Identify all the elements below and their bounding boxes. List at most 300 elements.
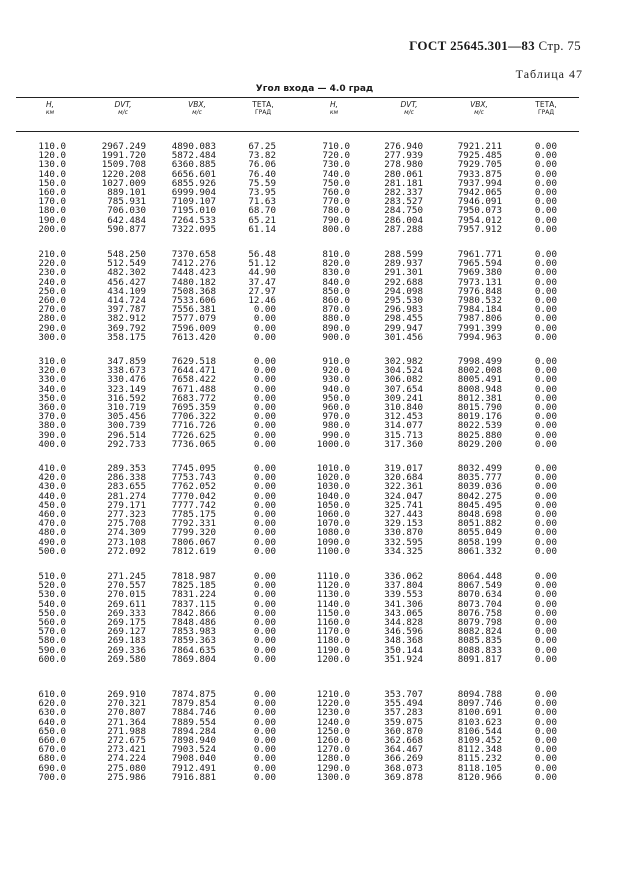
table-cell: 7957.912 xyxy=(457,223,502,235)
right-teta-column-group xyxy=(487,357,557,449)
table-cell: 357.283 xyxy=(384,707,423,719)
table-cell: 720.0 xyxy=(322,150,350,162)
table-cell: 323.149 xyxy=(107,383,146,395)
table-cell: 380.0 xyxy=(38,420,66,432)
right-dvt-column-group xyxy=(353,250,423,342)
table-cell: 530.0 xyxy=(38,589,66,601)
table-cell: 0.00 xyxy=(534,187,557,199)
table-cell: 8022.539 xyxy=(457,420,502,432)
table-cell: 0.00 xyxy=(253,438,276,450)
table-cell: 456.427 xyxy=(107,276,146,288)
table-cell: 440.0 xyxy=(38,490,66,502)
table-cell: 0.00 xyxy=(253,744,276,756)
table-cell: 642.484 xyxy=(107,214,146,226)
table-cell: 302.982 xyxy=(384,356,423,367)
table-cell: 0.00 xyxy=(253,490,276,502)
table-cell: 0.00 xyxy=(534,689,557,700)
table-cell: 8005.491 xyxy=(457,374,502,386)
table-cell: 0.00 xyxy=(534,411,557,423)
right-dvt-column-group xyxy=(353,464,423,556)
table-cell: 8088.833 xyxy=(457,644,502,656)
table-cell: 0.00 xyxy=(253,735,276,747)
table-cell: 309.241 xyxy=(384,392,423,404)
table-cell: 44.90 xyxy=(248,267,276,279)
table-cell: 1030.0 xyxy=(316,481,350,493)
table-cell: 7753.743 xyxy=(171,472,216,484)
table-cell: 0.00 xyxy=(253,402,276,414)
table-cell: 0.00 xyxy=(253,635,276,647)
table-cell: 301.456 xyxy=(384,331,423,343)
table-cell: 7818.987 xyxy=(171,571,216,582)
table-cell: 1090.0 xyxy=(316,536,350,548)
table-cell: 390.0 xyxy=(38,429,66,441)
table-cell: 0.00 xyxy=(534,626,557,638)
table-cell: 7556.381 xyxy=(171,304,216,316)
left-dvt-column-group xyxy=(76,690,146,782)
table-cell: 0.00 xyxy=(534,258,557,270)
table-cell: 1027.009 xyxy=(101,177,146,189)
table-cell: 296.514 xyxy=(107,429,146,441)
table-cell: 348.368 xyxy=(384,635,423,647)
table-cell: 0.00 xyxy=(534,698,557,710)
table-cell: 0.00 xyxy=(534,744,557,756)
table-cell: 7825.185 xyxy=(171,580,216,592)
table-cell: 7264.533 xyxy=(171,214,216,226)
table-cell: 7412.276 xyxy=(171,258,216,270)
table-cell: 0.00 xyxy=(253,644,276,656)
table-cell: 1230.0 xyxy=(316,707,350,719)
table-cell: 8045.495 xyxy=(457,499,502,511)
table-cell: 6855.926 xyxy=(171,177,216,189)
table-cell: 0.00 xyxy=(253,698,276,710)
table-cell: 1010.0 xyxy=(316,463,350,474)
table-cell: 364.467 xyxy=(384,744,423,756)
table-cell: 0.00 xyxy=(253,607,276,619)
table-cell: 281.274 xyxy=(107,490,146,502)
table-cell: 1020.0 xyxy=(316,472,350,484)
table-cell: 7533.606 xyxy=(171,295,216,307)
table-cell: 570.0 xyxy=(38,626,66,638)
header-h-left: H, км xyxy=(45,100,55,116)
table-cell: 350.144 xyxy=(384,644,423,656)
right-teta-column-group xyxy=(487,250,557,342)
table-cell: 7921.211 xyxy=(457,141,502,152)
table-cell: 0.00 xyxy=(534,304,557,316)
right-teta-column-group xyxy=(487,142,557,234)
table-cell: 7869.804 xyxy=(171,653,216,665)
table-cell: 270.0 xyxy=(38,304,66,316)
left-teta-column-group xyxy=(206,464,276,556)
table-cell: 640.0 xyxy=(38,716,66,728)
table-cell: 0.00 xyxy=(253,617,276,629)
left-teta-column-group xyxy=(206,572,276,664)
table-cell: 0.00 xyxy=(534,481,557,493)
table-cell: 0.00 xyxy=(253,571,276,582)
table-cell: 0.00 xyxy=(253,653,276,665)
table-cell: 1300.0 xyxy=(316,771,350,783)
table-cell: 0.00 xyxy=(534,223,557,235)
table-cell: 240.0 xyxy=(38,276,66,288)
table-cell: 277.323 xyxy=(107,509,146,521)
table-cell: 329.153 xyxy=(384,518,423,530)
table-cell: 920.0 xyxy=(322,365,350,377)
table-cell: 298.455 xyxy=(384,313,423,325)
table-cell: 274.224 xyxy=(107,753,146,765)
table-cell: 304.524 xyxy=(384,365,423,377)
table-cell: 1290.0 xyxy=(316,762,350,774)
table-cell: 950.0 xyxy=(322,392,350,404)
table-cell: 8048.698 xyxy=(457,509,502,521)
table-cell: 1240.0 xyxy=(316,716,350,728)
table-cell: 8025.880 xyxy=(457,429,502,441)
table-cell: 0.00 xyxy=(534,159,557,171)
table-cell: 0.00 xyxy=(253,725,276,737)
table-cell: 7770.042 xyxy=(171,490,216,502)
table-cell: 1150.0 xyxy=(316,607,350,619)
table-cell: 7976.848 xyxy=(457,285,502,297)
left-h-column-group xyxy=(0,464,66,556)
table-cell: 0.00 xyxy=(534,472,557,484)
left-teta-column-group xyxy=(206,357,276,449)
header-vbx-left: VBX, м/с xyxy=(188,100,206,116)
table-cell: 332.595 xyxy=(384,536,423,548)
table-cell: 7991.399 xyxy=(457,322,502,334)
table-cell: 0.00 xyxy=(253,762,276,774)
table-cell: 7745.095 xyxy=(171,463,216,474)
table-cell: 294.098 xyxy=(384,285,423,297)
table-cell: 7874.875 xyxy=(171,689,216,700)
table-cell: 330.476 xyxy=(107,374,146,386)
table-cell: 286.338 xyxy=(107,472,146,484)
table-cell: 315.713 xyxy=(384,429,423,441)
table-cell: 300.0 xyxy=(38,331,66,343)
table-cell: 610.0 xyxy=(38,689,66,700)
table-cell: 800.0 xyxy=(322,223,350,235)
table-cell: 1270.0 xyxy=(316,744,350,756)
table-cell: 1060.0 xyxy=(316,509,350,521)
table-cell: 56.48 xyxy=(248,249,276,260)
table-cell: 0.00 xyxy=(253,374,276,386)
table-cell: 270.807 xyxy=(107,707,146,719)
table-cell: 310.0 xyxy=(38,356,66,367)
table-cell: 75.59 xyxy=(248,177,276,189)
table-cell: 8118.105 xyxy=(457,762,502,774)
table-cell: 7508.368 xyxy=(171,285,216,297)
table-cell: 0.00 xyxy=(534,429,557,441)
table-cell: 6360.885 xyxy=(171,159,216,171)
table-cell: 273.421 xyxy=(107,744,146,756)
table-cell: 73.95 xyxy=(248,187,276,199)
table-cell: 0.00 xyxy=(534,536,557,548)
table-cell: 7969.380 xyxy=(457,267,502,279)
table-cell: 370.0 xyxy=(38,411,66,423)
table-cell: 300.739 xyxy=(107,420,146,432)
table-cell: 0.00 xyxy=(534,509,557,521)
table-cell: 0.00 xyxy=(253,527,276,539)
table-cell: 0.00 xyxy=(534,589,557,601)
table-cell: 0.00 xyxy=(534,322,557,334)
table-cell: 7916.881 xyxy=(171,771,216,783)
table-cell: 410.0 xyxy=(38,463,66,474)
table-cell: 76.06 xyxy=(248,159,276,171)
table-cell: 7898.940 xyxy=(171,735,216,747)
table-cell: 710.0 xyxy=(322,141,350,152)
table-cell: 327.443 xyxy=(384,509,423,521)
table-cell: 0.00 xyxy=(534,313,557,325)
table-cell: 430.0 xyxy=(38,481,66,493)
table-cell: 353.707 xyxy=(384,689,423,700)
table-cell: 310.719 xyxy=(107,402,146,414)
table-cell: 12.46 xyxy=(248,295,276,307)
table-cell: 434.109 xyxy=(107,285,146,297)
standard-number: ГОСТ 25645.301—83 xyxy=(409,38,535,53)
table-cell: 1509.708 xyxy=(101,159,146,171)
table-cell: 288.599 xyxy=(384,249,423,260)
table-cell: 271.364 xyxy=(107,716,146,728)
table-cell: 71.63 xyxy=(248,196,276,208)
table-cell: 460.0 xyxy=(38,509,66,521)
table-cell: 0.00 xyxy=(534,598,557,610)
table-cell: 785.931 xyxy=(107,196,146,208)
table-cell: 0.00 xyxy=(534,150,557,162)
table-cell: 283.527 xyxy=(384,196,423,208)
table-cell: 750.0 xyxy=(322,177,350,189)
table-cell: 7929.705 xyxy=(457,159,502,171)
table-cell: 306.082 xyxy=(384,374,423,386)
header-dvt-right: DVT, м/с xyxy=(400,100,418,116)
table-cell: 590.0 xyxy=(38,644,66,656)
table-cell: 470.0 xyxy=(38,518,66,530)
table-cell: 1250.0 xyxy=(316,725,350,737)
table-cell: 8008.948 xyxy=(457,383,502,395)
table-cell: 8079.798 xyxy=(457,617,502,629)
table-cell: 0.00 xyxy=(253,536,276,548)
table-cell: 0.00 xyxy=(253,304,276,316)
table-cell: 8019.176 xyxy=(457,411,502,423)
table-cell: 269.127 xyxy=(107,626,146,638)
table-cell: 8085.835 xyxy=(457,635,502,647)
table-cell: 0.00 xyxy=(534,249,557,260)
table-cell: 68.70 xyxy=(248,205,276,217)
table-cell: 292.733 xyxy=(107,438,146,450)
table-cell: 338.673 xyxy=(107,365,146,377)
table-cell: 740.0 xyxy=(322,168,350,180)
table-cell: 330.870 xyxy=(384,527,423,539)
table-cell: 450.0 xyxy=(38,499,66,511)
table-cell: 0.00 xyxy=(534,771,557,783)
table-cell: 346.596 xyxy=(384,626,423,638)
table-cell: 8002.008 xyxy=(457,365,502,377)
table-cell: 1130.0 xyxy=(316,589,350,601)
table-cell: 344.828 xyxy=(384,617,423,629)
table-cell: 269.175 xyxy=(107,617,146,629)
table-cell: 0.00 xyxy=(534,295,557,307)
header-h-right: H, км xyxy=(329,100,339,116)
table-cell: 0.00 xyxy=(534,707,557,719)
table-cell: 337.804 xyxy=(384,580,423,592)
table-cell: 270.015 xyxy=(107,589,146,601)
table-cell: 274.309 xyxy=(107,527,146,539)
table-cell: 7903.524 xyxy=(171,744,216,756)
left-teta-column-group xyxy=(206,250,276,342)
table-cell: 275.080 xyxy=(107,762,146,774)
table-cell: 7965.594 xyxy=(457,258,502,270)
table-cell: 1160.0 xyxy=(316,617,350,629)
table-cell: 7629.518 xyxy=(171,356,216,367)
table-cell: 0.00 xyxy=(534,753,557,765)
table-cell: 1210.0 xyxy=(316,689,350,700)
table-cell: 0.00 xyxy=(253,420,276,432)
table-cell: 0.00 xyxy=(534,331,557,343)
table-cell: 278.980 xyxy=(384,159,423,171)
table-cell: 0.00 xyxy=(253,580,276,592)
table-cell: 7864.635 xyxy=(171,644,216,656)
left-h-column-group xyxy=(0,357,66,449)
table-cell: 317.360 xyxy=(384,438,423,450)
table-cell: 270.557 xyxy=(107,580,146,592)
left-dvt-column-group xyxy=(76,572,146,664)
table-cell: 0.00 xyxy=(253,518,276,530)
table-cell: 0.00 xyxy=(534,420,557,432)
table-cell: 1200.0 xyxy=(316,653,350,665)
right-h-column-group xyxy=(280,250,350,342)
table-cell: 351.924 xyxy=(384,653,423,665)
table-cell: 670.0 xyxy=(38,744,66,756)
table-cell: 990.0 xyxy=(322,429,350,441)
table-cell: 7980.532 xyxy=(457,295,502,307)
table-cell: 0.00 xyxy=(534,285,557,297)
right-teta-column-group xyxy=(487,572,557,664)
table-cell: 706.030 xyxy=(107,205,146,217)
table-cell: 0.00 xyxy=(534,735,557,747)
table-cell: 560.0 xyxy=(38,617,66,629)
table-cell: 360.0 xyxy=(38,402,66,414)
table-cell: 6656.601 xyxy=(171,168,216,180)
table-cell: 305.456 xyxy=(107,411,146,423)
table-cell: 8112.348 xyxy=(457,744,502,756)
table-cell: 510.0 xyxy=(38,571,66,582)
table-cell: 269.336 xyxy=(107,644,146,656)
left-teta-column-group xyxy=(206,142,276,234)
table-cell: 760.0 xyxy=(322,187,350,199)
table-cell: 890.0 xyxy=(322,322,350,334)
table-cell: 0.00 xyxy=(534,499,557,511)
table-cell: 284.750 xyxy=(384,205,423,217)
table-cell: 970.0 xyxy=(322,411,350,423)
table-cell: 180.0 xyxy=(38,205,66,217)
table-cell: 1280.0 xyxy=(316,753,350,765)
table-cell: 0.00 xyxy=(253,356,276,367)
table-cell: 7777.742 xyxy=(171,499,216,511)
right-h-column-group xyxy=(280,572,350,664)
table-cell: 482.302 xyxy=(107,267,146,279)
table-cell: 8076.758 xyxy=(457,607,502,619)
table-top-rule xyxy=(16,97,579,98)
table-cell: 0.00 xyxy=(253,589,276,601)
table-cell: 600.0 xyxy=(38,653,66,665)
table-cell: 250.0 xyxy=(38,285,66,297)
table-cell: 299.947 xyxy=(384,322,423,334)
table-cell: 210.0 xyxy=(38,249,66,260)
table-cell: 269.580 xyxy=(107,653,146,665)
table-cell: 700.0 xyxy=(38,771,66,783)
table-cell: 8082.824 xyxy=(457,626,502,638)
table-cell: 7848.486 xyxy=(171,617,216,629)
table-cell: 347.859 xyxy=(107,356,146,367)
header-vbx-right: VBX, м/с xyxy=(470,100,488,116)
table-cell: 1260.0 xyxy=(316,735,350,747)
table-cell: 1040.0 xyxy=(316,490,350,502)
right-h-column-group xyxy=(280,464,350,556)
table-cell: 850.0 xyxy=(322,285,350,297)
table-cell: 7973.131 xyxy=(457,276,502,288)
table-cell: 7950.073 xyxy=(457,205,502,217)
table-cell: 0.00 xyxy=(534,392,557,404)
table-cell: 51.12 xyxy=(248,258,276,270)
table-cell: 273.108 xyxy=(107,536,146,548)
table-cell: 0.00 xyxy=(253,509,276,521)
table-cell: 0.00 xyxy=(253,689,276,700)
table-cell: 940.0 xyxy=(322,383,350,395)
table-cell: 8094.788 xyxy=(457,689,502,700)
table-cell: 0.00 xyxy=(534,580,557,592)
table-cell: 397.787 xyxy=(107,304,146,316)
table-cell: 290.0 xyxy=(38,322,66,334)
table-cell: 343.065 xyxy=(384,607,423,619)
table-cell: 8103.623 xyxy=(457,716,502,728)
table-cell: 292.688 xyxy=(384,276,423,288)
table-cell: 512.549 xyxy=(107,258,146,270)
table-cell: 7942.065 xyxy=(457,187,502,199)
table-cell: 7812.619 xyxy=(171,545,216,557)
table-cell: 330.0 xyxy=(38,374,66,386)
table-cell: 369.878 xyxy=(384,771,423,783)
table-cell: 820.0 xyxy=(322,258,350,270)
table-cell: 0.00 xyxy=(253,411,276,423)
table-cell: 281.181 xyxy=(384,177,423,189)
table-cell: 730.0 xyxy=(322,159,350,171)
table-cell: 0.00 xyxy=(534,463,557,474)
table-cell: 0.00 xyxy=(253,392,276,404)
table-cell: 0.00 xyxy=(253,499,276,511)
table-cell: 289.353 xyxy=(107,463,146,474)
table-cell: 291.301 xyxy=(384,267,423,279)
table-cell: 1190.0 xyxy=(316,644,350,656)
table-cell: 0.00 xyxy=(534,177,557,189)
table-cell: 7884.746 xyxy=(171,707,216,719)
left-h-column-group xyxy=(0,142,66,234)
table-cell: 276.940 xyxy=(384,141,423,152)
table-label: Таблица 47 xyxy=(515,67,583,81)
table-cell: 312.453 xyxy=(384,411,423,423)
table-cell: 8070.634 xyxy=(457,589,502,601)
left-h-column-group xyxy=(0,250,66,342)
right-teta-column-group xyxy=(487,464,557,556)
table-cell: 7961.771 xyxy=(457,249,502,260)
table-cell: 200.0 xyxy=(38,223,66,235)
table-cell: 1140.0 xyxy=(316,598,350,610)
table-cell: 0.00 xyxy=(253,598,276,610)
table-cell: 1050.0 xyxy=(316,499,350,511)
table-cell: 500.0 xyxy=(38,545,66,557)
right-dvt-column-group xyxy=(353,572,423,664)
table-cell: 295.530 xyxy=(384,295,423,307)
table-cell: 272.092 xyxy=(107,545,146,557)
table-cell: 0.00 xyxy=(253,322,276,334)
table-cell: 7322.095 xyxy=(171,223,216,235)
table-cell: 8039.036 xyxy=(457,481,502,493)
table-cell: 680.0 xyxy=(38,753,66,765)
